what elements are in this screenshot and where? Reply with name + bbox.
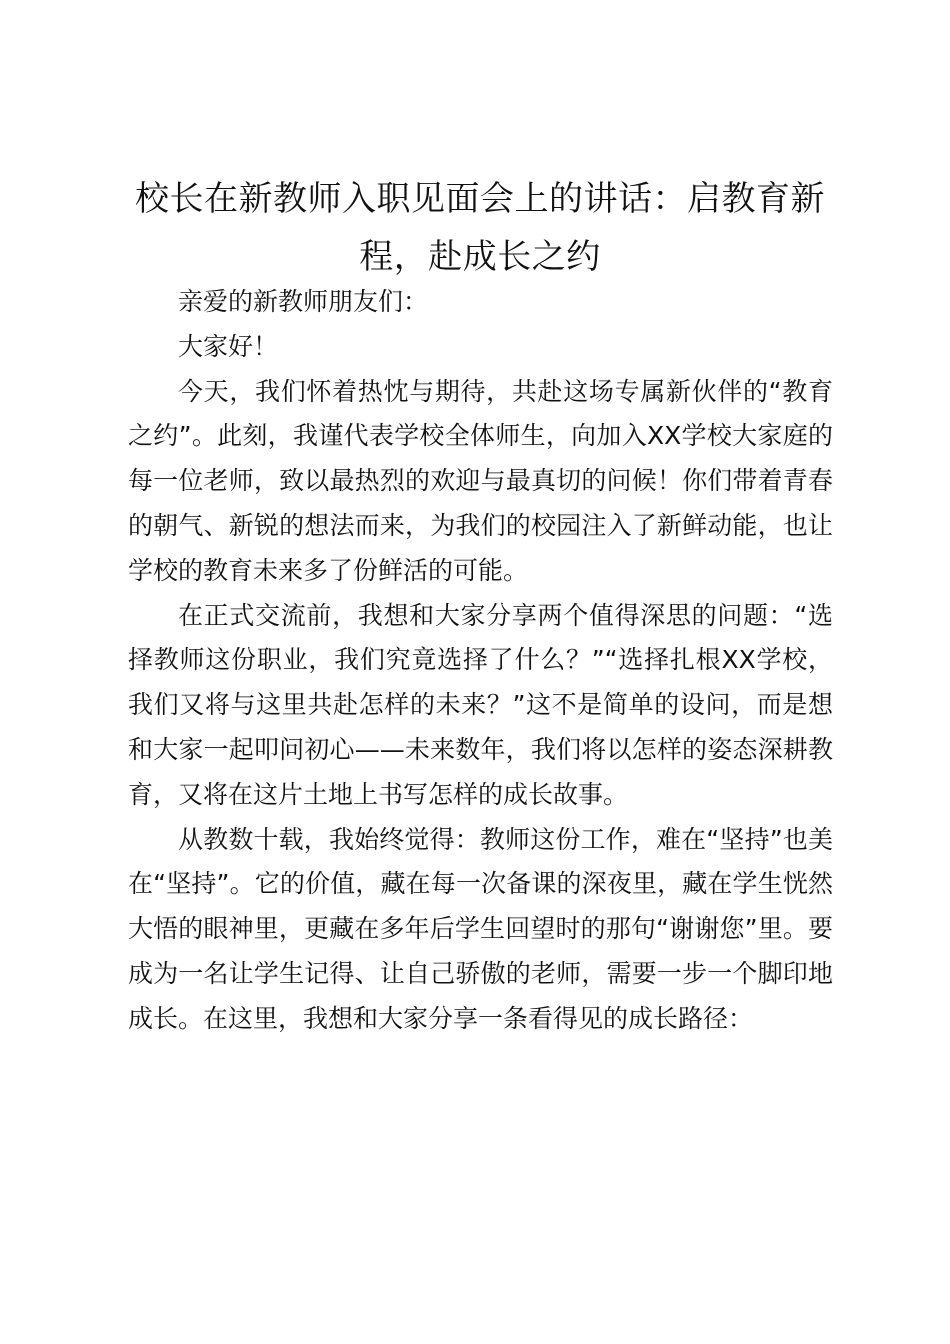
document-title: 校长在新教师入职见面会上的讲话：启教育新程，赴成长之约 [135, 179, 825, 277]
salutation: 亲爱的新教师朋友们： [178, 287, 429, 316]
document-body [128, 280, 833, 1042]
paragraph-welcome: 今天，我们怀着热忱与期待，共赴这场专属新伙伴的“教育之约”。此刻，我谨代表学校全体师生，向加入XX学校大家庭的每一位老师，致以最热烈的欢迎与最真切的问候！你们带着青春的朝气、新锐的想法而来，为我们的校园注入了新鲜动能，也让学校的教育未来多了份鲜活的可能。 [128, 376, 833, 585]
paragraph-questions: 在正式交流前，我想和大家分享两个值得深思的问题：“选择教师这份职业，我们究竟选择了什么？”“选择扎根XX学校，我们又将与这里共赴怎样的未来？”这不是简单的设问，而是想和大家一起叩问初心——未来数年，我们将以怎样的姿态深耕教育，又将在这片土地上书写怎样的成长故事。 [128, 600, 833, 809]
paragraph-growth-path: 从教数十载，我始终觉得：教师这份工作，难在“坚持”也美在“坚持”。它的价值，藏在每一次备课的深夜里，藏在学生恍然大悟的眼神里，更藏在多年后学生回望时的那句“谢谢您”里。要成为一名让学生记得、让自己骄傲的老师，需要一步一个脚印地成长。在这里，我想和大家分享一条看得见的成长路径： [128, 824, 833, 1033]
greeting: 大家好！ [178, 331, 279, 361]
